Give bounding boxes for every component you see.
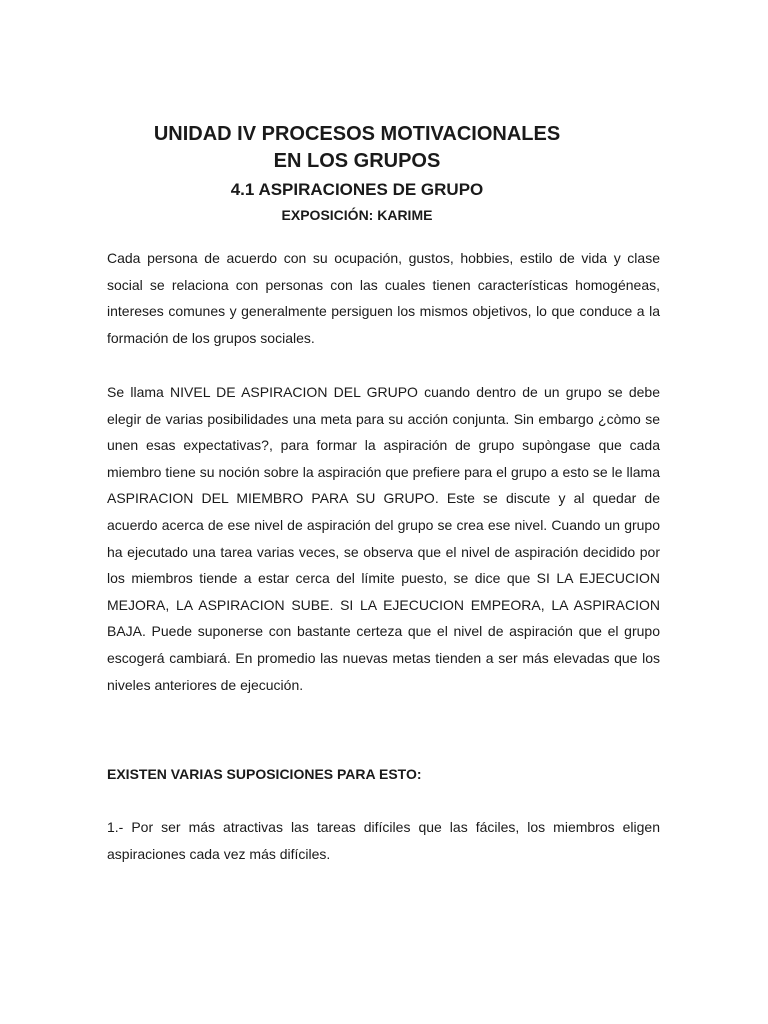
section-subtitle: 4.1 ASPIRACIONES DE GRUPO: [230, 180, 484, 199]
paragraph-suposicion-1: 1.- Por ser más atractivas las tareas difíciles que las fáciles, los miembros eligen aspiraciones cada vez más difíciles.: [107, 819, 660, 862]
section-heading-suposiciones: EXISTEN VARIAS SUPOSICIONES PARA ESTO:: [107, 766, 422, 782]
paragraph-nivel-aspiracion: Se llama NIVEL DE ASPIRACION DEL GRUPO cuando dentro de un grupo se debe elegir de varias posibilidades una meta para su acción conjunta. Sin embargo ¿còmo se unen esas expectativas?, para formar la aspiración de grupo supòngase que cada miembro tiene su noción sobre la aspiración que prefiere para el grupo a esto se le llama ASPIRACION DEL MIEMBRO PARA SU GRUPO. Este se discute y al quedar de acuerdo acerca de ese nivel de aspiración del grupo se crea ese nivel. Cuando un grupo ha ejecutado una tarea varias veces, se observa que el nivel de aspiración decidido por los miembros tiende a estar cerca del límite puesto, se dice que SI LA EJECUCION MEJORA, LA ASPIRACION SUBE. SI LA EJECUCION EMPEORA, LA ASPIRACION BAJA. Puede suponerse con bastante certeza que el nivel de aspiración que el grupo escogerá cambiará. En promedio las nuevas metas tienden a ser más elevadas que los niveles anteriores de ejecución.: [107, 384, 660, 693]
presenter-label: EXPOSICIÓN: KARIME: [281, 207, 433, 223]
title-line-1: UNIDAD IV PROCESOS MOTIVACIONALES: [153, 123, 561, 145]
document-title: [0, 121, 714, 175]
title-line-2: EN LOS GRUPOS: [273, 150, 441, 172]
paragraph-intro: Cada persona de acuerdo con su ocupación, gustos, hobbies, estilo de vida y clase social se relaciona con personas con las cuales tienen características homogéneas, intereses comunes y generalmente persiguen los mismos objetivos, lo que conduce a la formación de los grupos sociales.: [107, 250, 660, 346]
